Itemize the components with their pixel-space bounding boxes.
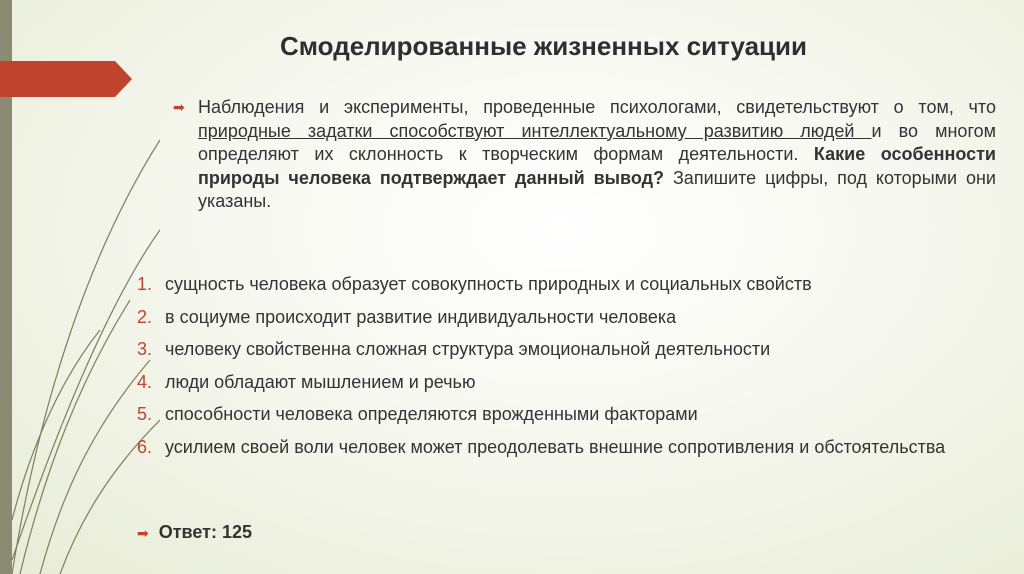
intro-text-part1: Наблюдения и эксперименты, проведенные психологами, свидетельствуют о том, что — [198, 97, 996, 117]
intro-text — [198, 96, 996, 214]
intro-text-part2: и во многом определяют их склонность к творческим формам деятельности. — [198, 120, 997, 164]
intro-text-underlined: природные задатки способствуют интеллектуальному развитию людей — [198, 120, 872, 141]
slide-title: Смоделированные жизненных ситуации — [280, 31, 807, 61]
list-item — [137, 306, 997, 329]
list-item — [137, 436, 997, 459]
item-number: 3. — [137, 339, 153, 359]
arrow-bullet-icon: ➡ — [137, 525, 149, 541]
item-number: 6. — [137, 436, 153, 457]
item-number: 2. — [137, 306, 153, 327]
item-number: 1. — [137, 274, 153, 294]
answer-text: Ответ: 125 — [158, 522, 252, 542]
item-number: 5. — [137, 404, 153, 424]
arrow-bullet-icon: ➡ — [173, 99, 185, 115]
item-text: человеку свойственна сложная структура эмоциональной деятельности — [165, 339, 771, 359]
intro-text-part3: Запишите цифры, под которыми они указаны. — [198, 167, 996, 211]
list-item — [137, 371, 997, 394]
options-list — [137, 273, 997, 468]
item-number: 4. — [137, 371, 153, 392]
answer — [137, 522, 252, 543]
list-item — [137, 338, 997, 361]
title-arrow-tab — [0, 61, 132, 97]
intro-question: Какие особенности природы человека подтверждает данный вывод? — [198, 144, 996, 188]
item-text: люди обладают мышлением и речью — [165, 371, 476, 392]
item-text: в социуме происходит развитие индивидуальности человека — [165, 306, 677, 327]
item-text: усилием своей воли человек может преодолевать внешние сопротивления и обстоятельства — [165, 436, 946, 457]
list-item — [137, 273, 997, 296]
intro-paragraph — [173, 96, 996, 214]
item-text: способности человека определяются врожденными факторами — [165, 404, 698, 424]
list-item — [137, 403, 997, 426]
item-text: сущность человека образует совокупность природных и социальных свойств — [165, 274, 812, 294]
